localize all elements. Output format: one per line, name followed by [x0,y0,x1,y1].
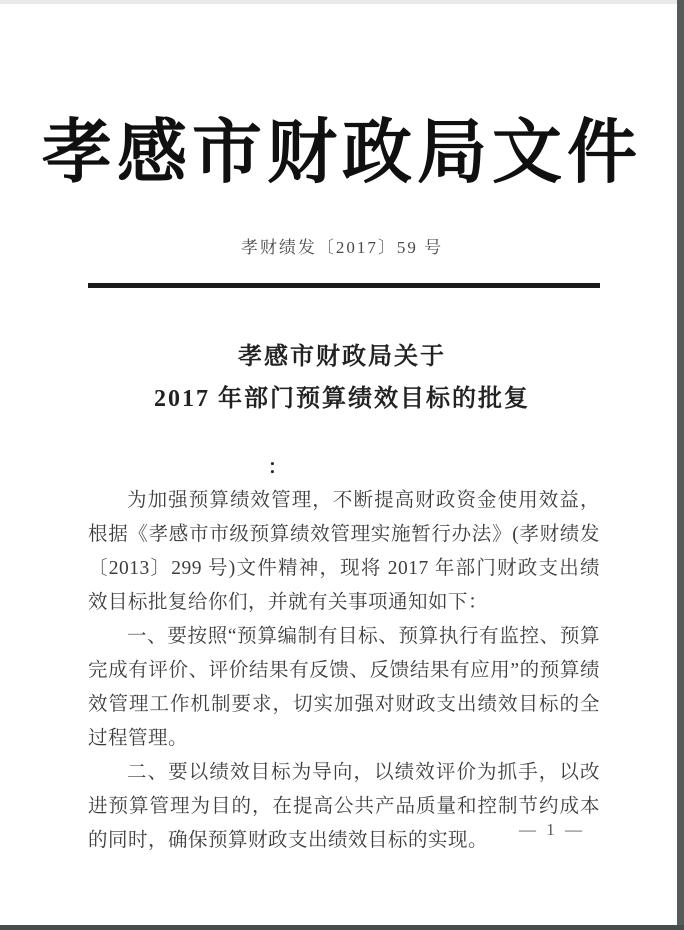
document-title [0,336,684,420]
page-number: — 1 — [519,820,585,839]
scan-bottom-edge [0,925,684,930]
document-title-line-1: 孝感市财政局关于 [238,344,446,370]
scan-right-edge [677,0,684,930]
letterhead-divider-rule [88,283,600,288]
salutation-colon: ： [268,457,288,478]
paragraph-intro: 为加强预算绩效管理，不断提高财政资金使用效益，根据《孝感市市级预算绩效管理实施暂行办法》(孝财绩发〔2013〕299 号)文件精神，现将 2017 年部门财政支出绩效目标批复给你们，并就有关事项通知如下： [88,490,600,613]
paragraph-item-two: 二、要以绩效目标为导向，以绩效评价为抓手，以改进预算管理为目的，在提高公共产品质量和控制节约成本的同时，确保预算财政支出绩效目标的实现。 [88,762,600,851]
document-reference-number: 孝财绩发〔2017〕59 号 [240,238,444,257]
document-body [88,484,600,858]
paragraph-item-one: 一、要按照“预算编制有目标、预算执行有监控、预算完成有评价、评价结果有反馈、反馈结果有应用”的预算绩效管理工作机制要求，切实加强对财政支出绩效目标的全过程管理。 [88,626,600,749]
scan-top-edge [0,0,684,4]
document-title-line-2: 2017 年部门预算绩效目标的批复 [154,386,530,412]
letterhead-title: 孝感市财政局文件 [42,115,642,192]
